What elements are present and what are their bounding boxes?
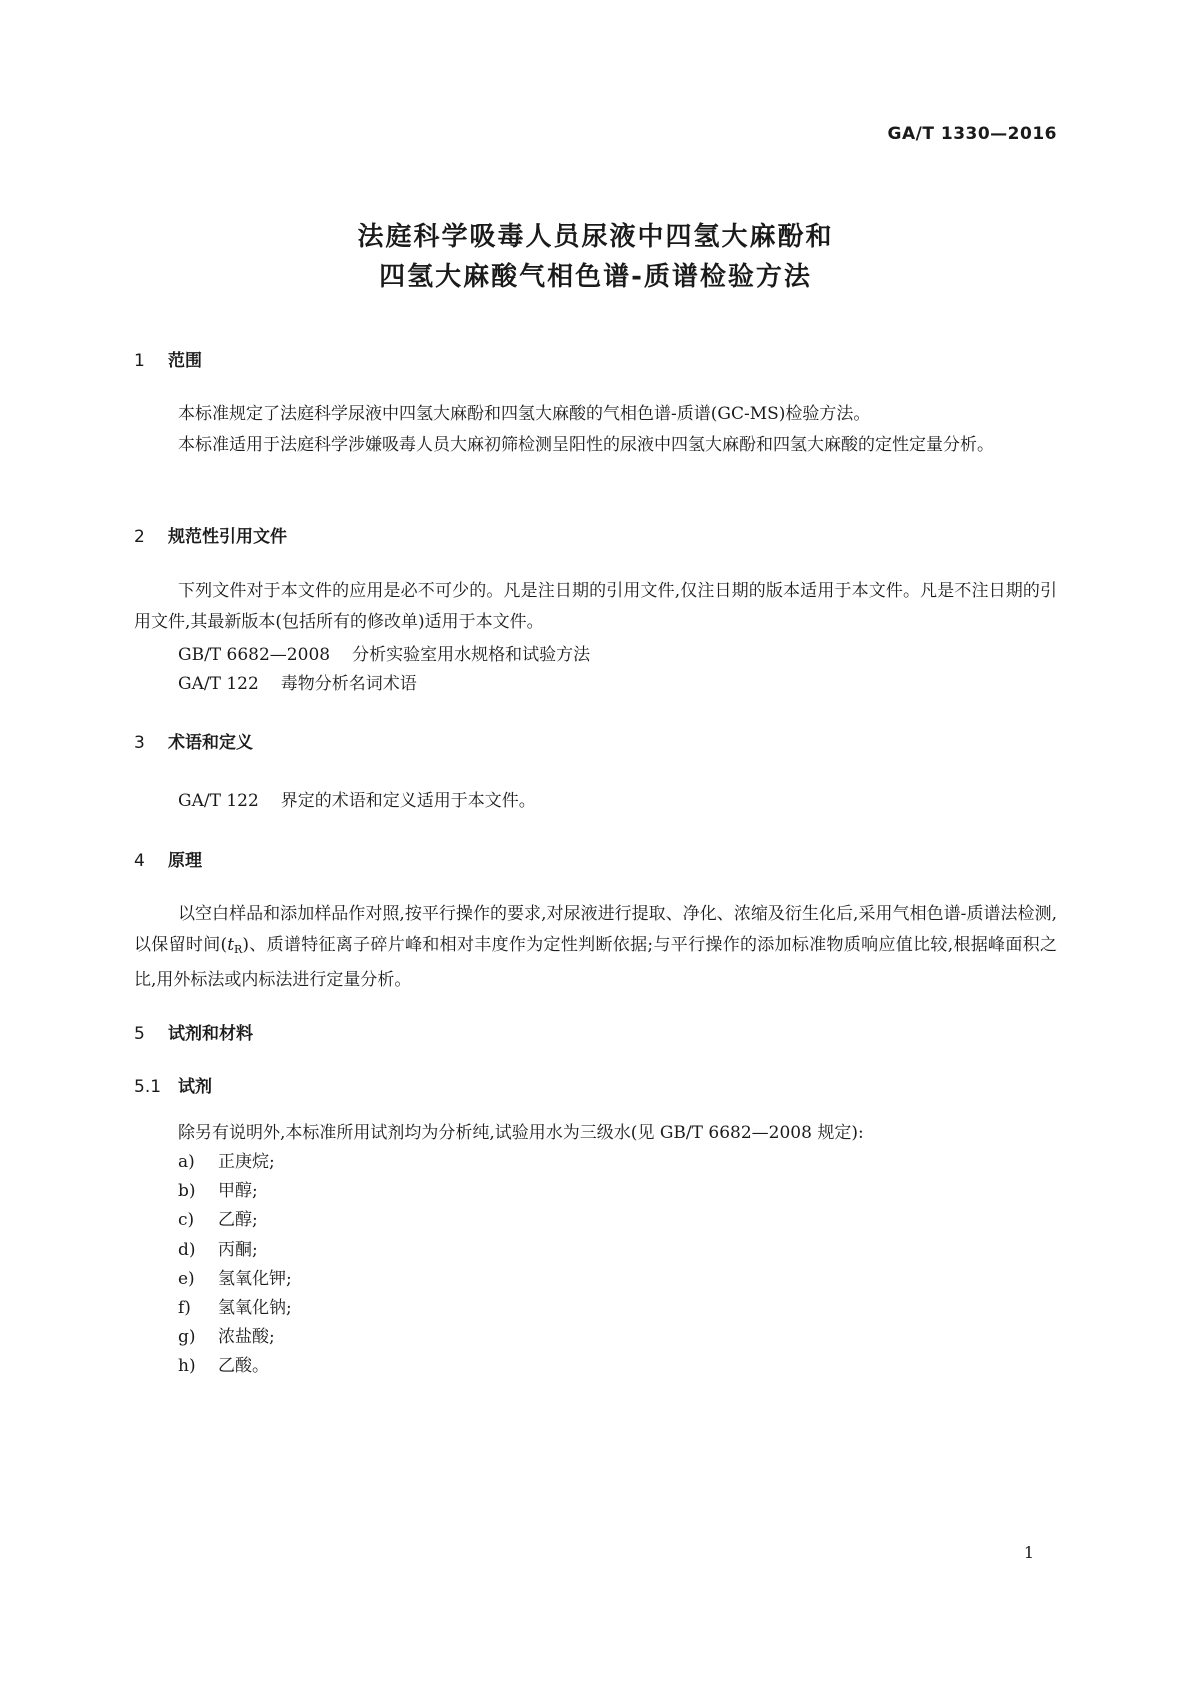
section-number: 5.1 — [134, 1077, 162, 1097]
section-1-paragraph-1: 本标准规定了法庭科学尿液中四氢大麻酚和四氢大麻酸的气相色谱-质谱(GC-MS)检验方法。 — [178, 404, 871, 424]
retention-time-subscript: R — [234, 943, 243, 956]
section-2-heading — [134, 522, 287, 547]
list-item-text: 氢氧化钾; — [218, 1269, 292, 1289]
section-4-paragraph — [134, 899, 1057, 996]
section-5-1-heading — [134, 1072, 212, 1097]
document-code: GA/T 1330—2016 — [887, 124, 1057, 144]
principle-text-part-1: 以空白样品和添加样品作对照,按平行操作的要求,对尿液进行提取、净化、浓缩及衍生化后,采用气相色谱-质谱法检测, 以保留时间( — [134, 904, 1057, 955]
reference-title: 毒物分析名词术语 — [280, 674, 417, 694]
section-4-heading — [134, 846, 202, 871]
page-number: 1 — [1023, 1543, 1034, 1562]
list-item — [178, 1293, 292, 1318]
definition-text: 界定的术语和定义适用于本文件。 — [280, 791, 536, 811]
section-2-paragraph: 下列文件对于本文件的应用是必不可少的。凡是注日期的引用文件,仅注日期的版本适用于本文件。凡是不注日期的引用文件,其最新版本(包括所有的修改单)适用于本文件。 — [134, 581, 1057, 632]
list-item-label: h) — [178, 1356, 196, 1376]
list-item-text: 乙酸。 — [218, 1356, 269, 1376]
reference-title: 分析实验室用水规格和试验方法 — [352, 645, 591, 665]
reference-code: GB/T 6682—2008 — [178, 645, 331, 665]
reference-item — [178, 669, 417, 694]
list-item — [178, 1147, 275, 1172]
section-title: 术语和定义 — [168, 733, 253, 753]
reagents-intro: 除另有说明外,本标准所用试剂均为分析纯,试验用水为三级水(见 GB/T 6682—2008 规定): — [178, 1123, 864, 1143]
list-item — [178, 1351, 269, 1376]
section-number: 4 — [134, 851, 145, 871]
retention-time-symbol: t — [227, 935, 235, 955]
reference-code: GA/T 122 — [178, 674, 259, 694]
section-3-heading — [134, 728, 253, 753]
list-item-text: 丙酮; — [218, 1240, 258, 1260]
section-3-paragraph — [178, 786, 536, 811]
reference-code: GA/T 122 — [178, 791, 259, 811]
list-item — [178, 1322, 275, 1347]
section-title: 原理 — [168, 851, 202, 871]
list-item-label: d) — [178, 1240, 196, 1260]
list-item-label: e) — [178, 1269, 195, 1289]
section-1-heading — [134, 346, 202, 371]
document-title-line-2: 四氢大麻酸气相色谱-质谱检验方法 — [379, 262, 812, 292]
section-title: 试剂和材料 — [168, 1024, 253, 1044]
list-item-label: f) — [178, 1298, 191, 1318]
reference-item — [178, 640, 590, 665]
list-item-text: 浓盐酸; — [218, 1327, 275, 1347]
list-item — [178, 1205, 258, 1230]
list-item-text: 乙醇; — [218, 1210, 258, 1230]
section-5-heading — [134, 1019, 253, 1044]
list-item-label: b) — [178, 1181, 196, 1201]
document-title-line-1: 法庭科学吸毒人员尿液中四氢大麻酚和 — [357, 222, 834, 252]
section-number: 1 — [134, 351, 145, 371]
section-title: 试剂 — [178, 1077, 212, 1097]
section-number: 3 — [134, 733, 145, 753]
list-item — [178, 1176, 258, 1201]
section-title: 范围 — [168, 351, 202, 371]
list-item-text: 正庚烷; — [218, 1152, 275, 1172]
section-1-paragraph-2: 本标准适用于法庭科学涉嫌吸毒人员大麻初筛检测呈阳性的尿液中四氢大麻酚和四氢大麻酸的定性定量分析。 — [178, 435, 994, 455]
list-item-text: 氢氧化钠; — [218, 1298, 292, 1318]
list-item-text: 甲醇; — [218, 1181, 258, 1201]
principle-text-part-2: )、质谱特征离子碎片峰和相对丰度作为定性判断依据;与平行操作的添加标准物质响应值比较,根据峰面积之比,用外标法或内标法进行定量分析。 — [134, 935, 1057, 990]
list-item — [178, 1235, 258, 1260]
list-item-label: g) — [178, 1327, 196, 1347]
list-item — [178, 1264, 292, 1289]
section-number: 2 — [134, 527, 145, 547]
list-item-label: a) — [178, 1152, 195, 1172]
list-item-label: c) — [178, 1210, 195, 1230]
section-title: 规范性引用文件 — [168, 527, 287, 547]
section-number: 5 — [134, 1024, 145, 1044]
